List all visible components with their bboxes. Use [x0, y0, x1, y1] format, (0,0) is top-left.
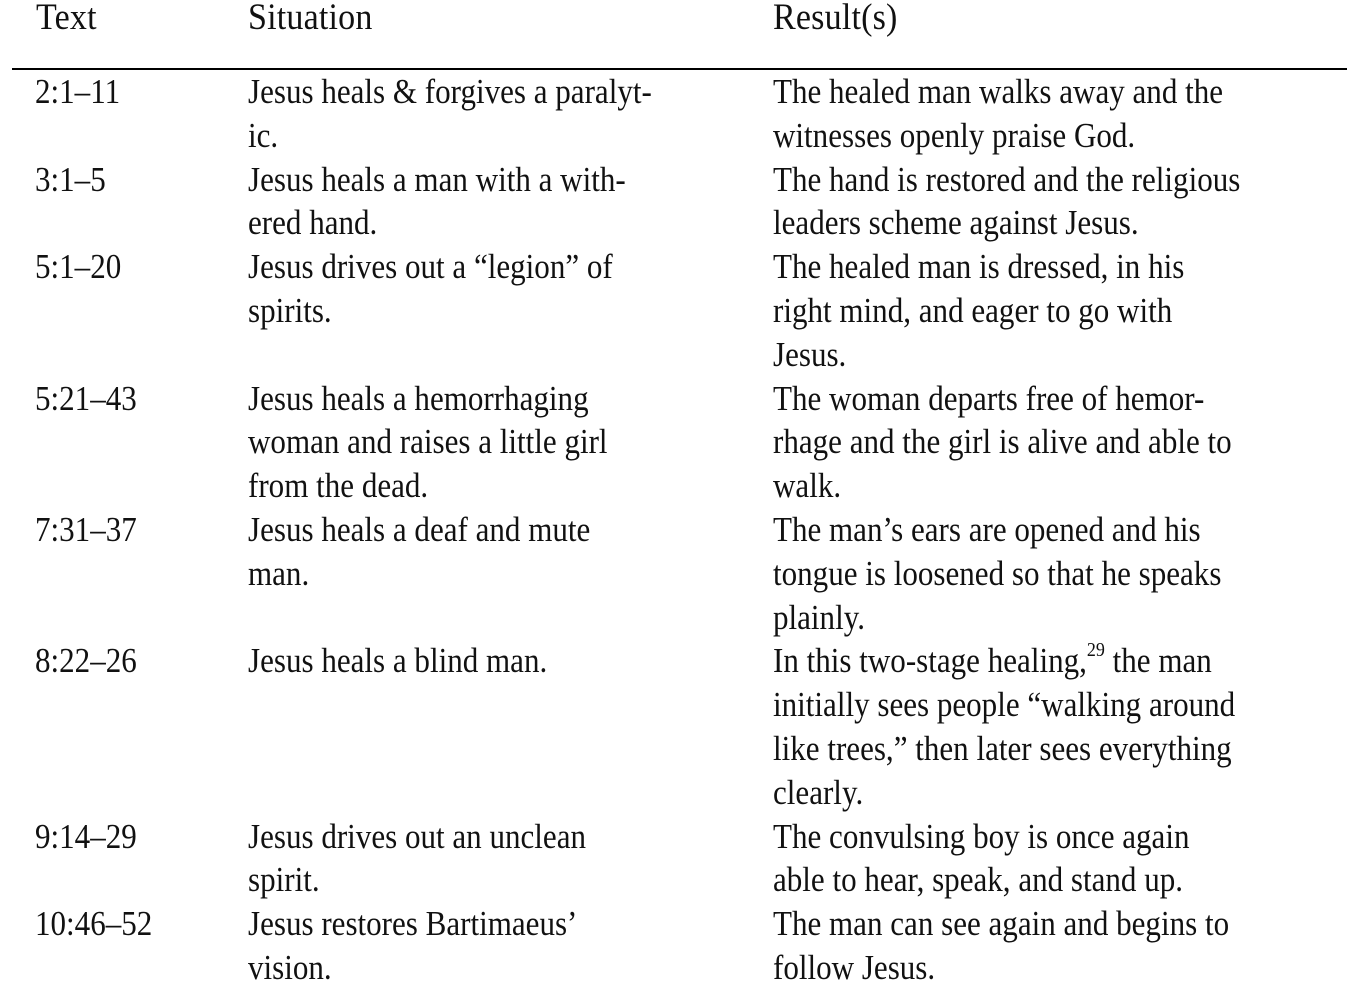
cell-result: The man can see again and begins to follow Jesus. — [773, 905, 1230, 987]
cell-text: 10:46–52 — [35, 905, 153, 944]
header-text: Text — [36, 0, 97, 38]
cell-situation: Jesus drives out a “legion” of spirits. — [248, 248, 613, 330]
cell-result: The healed man walks away and the witnesses openly praise God. — [773, 73, 1224, 155]
cell-situation: Jesus heals a hemorrhaging woman and raises a little girl from the dead. — [248, 379, 608, 506]
cell-result: The healed man is dressed, in his right mind, and eager to go with Jesus. — [773, 248, 1185, 374]
cell-text: 9:14–29 — [35, 817, 137, 856]
table-row — [0, 159, 1362, 247]
table-row — [0, 640, 1362, 815]
cell-result: The woman departs free of hemor- rhage and the girl is alive and able to walk. — [773, 379, 1232, 506]
table-body — [0, 71, 1362, 991]
header-results: Result(s) — [773, 0, 898, 38]
cell-text: 5:21–43 — [35, 379, 137, 418]
cell-result: The hand is restored and the religious leaders scheme against Jesus. — [773, 160, 1241, 243]
table-row — [0, 71, 1362, 159]
cell-situation: Jesus heals a deaf and mute man. — [248, 510, 591, 593]
cell-text: 7:31–37 — [35, 510, 137, 549]
table-row — [0, 246, 1362, 377]
cell-situation: Jesus heals & forgives a paralyt- ic. — [248, 73, 652, 155]
cell-result: The convulsing boy is once again able to hear, speak, and stand up. — [773, 817, 1190, 900]
table-row — [0, 509, 1362, 640]
header-rule — [12, 68, 1347, 70]
cell-text: 5:1–20 — [35, 248, 122, 287]
cell-text: 8:22–26 — [35, 642, 137, 681]
cell-result: In this two-stage healing,$^{29}$ the man initially sees people “walking around like trees,” then later sees everything clearly. — [773, 638, 1236, 812]
table-header — [0, 0, 1362, 46]
cell-text: 2:1–11 — [35, 73, 121, 111]
footnote-marker[interactable]: 29 — [1086, 638, 1105, 661]
table-row — [0, 903, 1362, 991]
cell-situation: Jesus heals a man with a with- ered hand. — [248, 160, 626, 243]
cell-result: The man’s ears are opened and his tongue is loosened so that he speaks plainly. — [773, 510, 1222, 637]
cell-text: 3:1–5 — [35, 160, 106, 199]
cell-situation: Jesus drives out an unclean spirit. — [248, 817, 587, 900]
header-situation: Situation — [248, 0, 373, 38]
table-row — [0, 816, 1362, 904]
table-row — [0, 378, 1362, 509]
cell-situation: Jesus heals a blind man. — [248, 642, 548, 681]
cell-situation: Jesus restores Bartimaeus’ vision. — [248, 905, 578, 987]
